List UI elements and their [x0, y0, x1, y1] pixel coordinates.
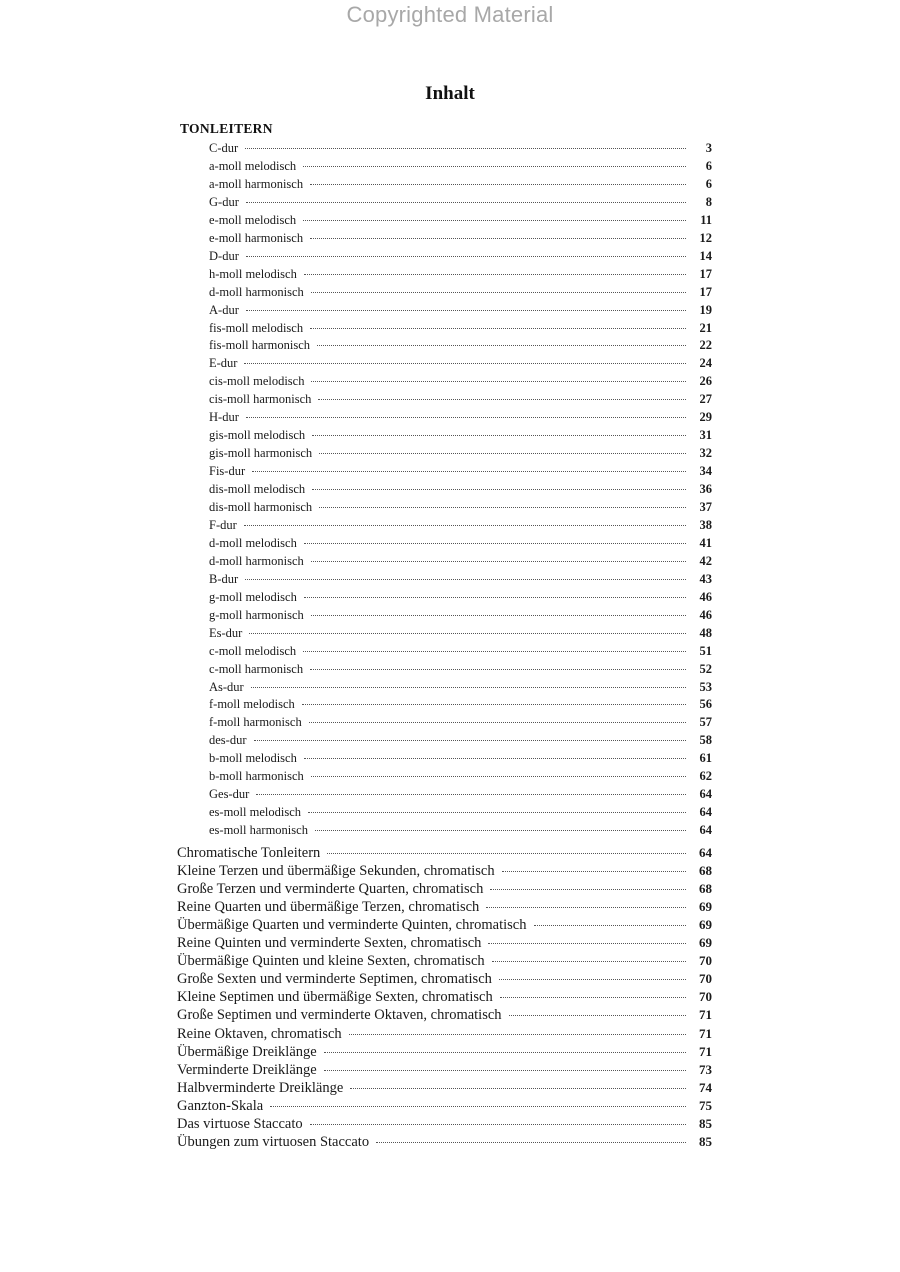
dot-leader: [312, 435, 686, 436]
toc-entry-label: Große Septimen und verminderte Oktaven, chromatisch: [177, 1007, 502, 1023]
dot-leader: [310, 238, 686, 239]
dot-leader: [486, 907, 686, 908]
toc-scale-entry: [209, 285, 712, 303]
toc-entry-label: Große Terzen und verminderte Quarten, chromatisch: [177, 881, 484, 897]
dot-leader: [246, 202, 686, 203]
dot-leader: [490, 889, 686, 890]
toc-scale-entry: [209, 231, 712, 249]
toc-entry-label: Kleine Septimen und übermäßige Sexten, chromatisch: [177, 989, 493, 1005]
toc-chapter-entry: [177, 1044, 712, 1062]
toc-page-number: 70: [699, 953, 712, 968]
toc-page-number: 43: [699, 572, 712, 586]
dot-leader: [311, 615, 686, 616]
toc-entry-label: E-dur: [209, 356, 238, 370]
dot-leader: [376, 1142, 686, 1143]
page-title: Inhalt: [425, 83, 475, 104]
toc-entry-label: F-dur: [209, 518, 237, 532]
dot-leader: [310, 184, 686, 185]
toc-scale-entry: [209, 644, 712, 662]
toc-scale-entry: [209, 733, 712, 751]
dot-leader: [310, 328, 686, 329]
dot-leader: [502, 871, 686, 872]
dot-leader: [303, 220, 686, 221]
toc-scale-entry: [209, 572, 712, 590]
toc-page-number: 8: [705, 195, 712, 209]
dot-leader: [310, 669, 686, 670]
toc-entry-label: Es-dur: [209, 626, 243, 640]
toc-scale-entry: [209, 769, 712, 787]
toc-scale-entry: [209, 374, 712, 392]
toc-page-number: 6: [705, 159, 712, 173]
toc-page-number: 38: [699, 518, 712, 532]
toc-chapter-entry: [177, 1116, 712, 1134]
toc-entry-label: A-dur: [209, 303, 239, 317]
dot-leader: [245, 148, 686, 149]
toc-entry-label: Große Sexten und verminderte Septimen, chromatisch: [177, 971, 492, 987]
toc-page-number: 34: [699, 464, 712, 478]
dot-leader: [252, 471, 686, 472]
dot-leader: [317, 345, 686, 346]
toc-chapter-entry: [177, 1080, 712, 1098]
toc-entry-label: dis-moll melodisch: [209, 482, 306, 496]
toc-page-number: 85: [699, 1116, 712, 1131]
dot-leader: [311, 292, 686, 293]
toc-entry-label: As-dur: [209, 680, 244, 694]
dot-leader: [534, 925, 687, 926]
toc-entry-label: Reine Quarten und übermäßige Terzen, chromatisch: [177, 899, 480, 915]
toc-scale-entry: [209, 267, 712, 285]
dot-leader: [318, 399, 686, 400]
dot-leader: [304, 274, 686, 275]
toc-page-number: 71: [699, 1044, 712, 1059]
toc-entry-label: f-moll harmonisch: [209, 715, 302, 729]
toc-page-number: 42: [699, 554, 712, 568]
dot-leader: [309, 722, 686, 723]
dot-leader: [324, 1070, 686, 1071]
dot-leader: [311, 381, 686, 382]
toc-scale-entry: [209, 662, 712, 680]
toc-chapter-entry: [177, 881, 712, 899]
toc-page-number: 64: [699, 845, 712, 860]
dot-leader: [499, 979, 686, 980]
toc-entry-label: fis-moll harmonisch: [209, 338, 311, 352]
dot-leader: [312, 489, 686, 490]
toc-page-number: 57: [699, 715, 712, 729]
toc-scale-entry: [209, 554, 712, 572]
toc-entry-label: e-moll harmonisch: [209, 231, 304, 245]
toc-chapter-entry: [177, 845, 712, 863]
toc-page-number: 27: [699, 392, 712, 406]
toc-entry-label: Übermäßige Dreiklänge: [177, 1044, 317, 1060]
dot-leader: [304, 758, 686, 759]
toc-page-number: 62: [699, 769, 712, 783]
toc-page-number: 21: [699, 321, 712, 335]
toc-entry-label: f-moll melodisch: [209, 697, 295, 711]
toc-chapter-entry: [177, 1007, 712, 1025]
dot-leader: [270, 1106, 686, 1107]
dot-leader: [244, 525, 686, 526]
toc-scale-entry: [209, 536, 712, 554]
toc-scale-entry: [209, 590, 712, 608]
toc-chapter-entry: [177, 863, 712, 881]
dot-leader: [349, 1034, 686, 1035]
toc-entry-label: Reine Oktaven, chromatisch: [177, 1026, 342, 1042]
toc-page-number: 71: [699, 1007, 712, 1022]
toc-scale-entry: [209, 177, 712, 195]
toc-page-number: 41: [699, 536, 712, 550]
toc-page-number: 3: [705, 141, 712, 155]
toc-page-number: 64: [699, 787, 712, 801]
toc-scale-entry: [209, 303, 712, 321]
toc-scale-entry: [209, 249, 712, 267]
toc-entry-label: B-dur: [209, 572, 239, 586]
toc-chapter-entry: [177, 1026, 712, 1044]
toc-entry-label: c-moll melodisch: [209, 644, 297, 658]
dot-leader: [311, 776, 686, 777]
dot-leader: [310, 1124, 686, 1125]
toc-scale-entry: [209, 213, 712, 231]
toc-page-number: 71: [699, 1026, 712, 1041]
toc-entry-label: es-moll harmonisch: [209, 823, 308, 837]
dot-leader: [246, 256, 686, 257]
toc-scale-entry: [209, 823, 712, 841]
toc-page-number: 11: [700, 213, 712, 227]
dot-leader: [509, 1015, 686, 1016]
toc-page-number: 32: [699, 446, 712, 460]
toc-page-number: 70: [699, 971, 712, 986]
toc-page-number: 29: [699, 410, 712, 424]
dot-leader: [302, 704, 686, 705]
toc-entry-label: dis-moll harmonisch: [209, 500, 313, 514]
toc-entry-label: a-moll melodisch: [209, 159, 297, 173]
dot-leader: [245, 579, 686, 580]
toc-page-number: 68: [699, 863, 712, 878]
toc-entry-label: a-moll harmonisch: [209, 177, 304, 191]
toc-entry-label: G-dur: [209, 195, 239, 209]
toc-entry-label: H-dur: [209, 410, 239, 424]
toc-scale-entry: [209, 392, 712, 410]
toc-entry-label: gis-moll melodisch: [209, 428, 306, 442]
toc-chapter-entry: [177, 953, 712, 971]
toc-entry-label: g-moll melodisch: [209, 590, 297, 604]
toc-entry-label: Verminderte Dreiklänge: [177, 1062, 317, 1078]
toc-entry-label: gis-moll harmonisch: [209, 446, 313, 460]
toc-page-number: 64: [699, 805, 712, 819]
toc-scale-entry: [209, 141, 712, 159]
dot-leader: [315, 830, 686, 831]
dot-leader: [254, 740, 687, 741]
toc-page-number: 53: [699, 680, 712, 694]
toc-entry-label: cis-moll melodisch: [209, 374, 305, 388]
toc-page-number: 69: [699, 917, 712, 932]
toc-page-number: 69: [699, 899, 712, 914]
toc-scale-entry: [209, 787, 712, 805]
dot-leader: [304, 597, 686, 598]
toc-scale-entry: [209, 195, 712, 213]
toc-scale-entry: [209, 321, 712, 339]
toc-page-number: 61: [699, 751, 712, 765]
toc-chapter-entry: [177, 917, 712, 935]
toc-entry-label: Fis-dur: [209, 464, 246, 478]
toc-page-number: 46: [699, 608, 712, 622]
toc-scale-entry: [209, 482, 712, 500]
toc-scale-entry: [209, 500, 712, 518]
dot-leader: [311, 561, 686, 562]
toc-chapter-entry: [177, 989, 712, 1007]
dot-leader: [308, 812, 686, 813]
toc-entry-label: fis-moll melodisch: [209, 321, 304, 335]
dot-leader: [303, 651, 686, 652]
toc-entry-label: C-dur: [209, 141, 239, 155]
toc-entry-label: c-moll harmonisch: [209, 662, 304, 676]
toc-scale-entry: [209, 697, 712, 715]
dot-leader: [251, 687, 686, 688]
toc-page-number: 73: [699, 1062, 712, 1077]
toc-scale-entry: [209, 338, 712, 356]
toc-entry-label: d-moll harmonisch: [209, 285, 304, 299]
toc-entry-label: b-moll melodisch: [209, 751, 297, 765]
dot-leader: [500, 997, 686, 998]
toc-entry-label: Chromatische Tonleitern: [177, 845, 321, 861]
toc-entry-label: Reine Quinten und verminderte Sexten, chromatisch: [177, 935, 482, 951]
dot-leader: [319, 453, 686, 454]
toc-entry-label: es-moll melodisch: [209, 805, 301, 819]
toc-scale-entry: [209, 356, 712, 374]
toc-page-number: 22: [699, 338, 712, 352]
toc-page-number: 26: [699, 374, 712, 388]
toc-page-number: 37: [699, 500, 712, 514]
toc-scale-entry: [209, 159, 712, 177]
toc-chapter-entry: [177, 899, 712, 917]
toc-page-number: 17: [699, 285, 712, 299]
toc-scale-entry: [209, 715, 712, 733]
toc-page-number: 14: [699, 249, 712, 263]
toc-page-number: 31: [699, 428, 712, 442]
toc-page-number: 52: [699, 662, 712, 676]
toc-entry-label: Das virtuose Staccato: [177, 1116, 303, 1132]
toc-scale-entry: [209, 464, 712, 482]
dot-leader: [246, 310, 686, 311]
toc-page-number: 74: [699, 1080, 712, 1095]
toc-page-number: 19: [699, 303, 712, 317]
toc-page-number: 6: [705, 177, 712, 191]
toc-entry-label: Übermäßige Quinten und kleine Sexten, chromatisch: [177, 953, 485, 969]
toc-entry-label: e-moll melodisch: [209, 213, 297, 227]
toc-entry-label: Ganzton-Skala: [177, 1098, 264, 1114]
toc-page-number: 64: [699, 823, 712, 837]
toc-entry-label: d-moll harmonisch: [209, 554, 304, 568]
dot-leader: [256, 794, 686, 795]
dot-leader: [492, 961, 686, 962]
toc-scale-entry: [209, 428, 712, 446]
toc-scale-entry: [209, 680, 712, 698]
toc-scale-entry: [209, 751, 712, 769]
toc-chapter-entry: [177, 971, 712, 989]
dot-leader: [327, 853, 686, 854]
dot-leader: [488, 943, 686, 944]
toc-page-number: 46: [699, 590, 712, 604]
dot-leader: [304, 543, 686, 544]
toc-page-number: 68: [699, 881, 712, 896]
toc-entry-label: d-moll melodisch: [209, 536, 297, 550]
toc-entry-label: Übermäßige Quarten und verminderte Quinten, chromatisch: [177, 917, 527, 933]
toc-chapter-entry: [177, 1134, 712, 1152]
section-heading: TONLEITERN: [180, 121, 273, 136]
toc-scale-entry: [209, 518, 712, 536]
toc-entry-label: cis-moll harmonisch: [209, 392, 312, 406]
toc-page-number: 85: [699, 1134, 712, 1149]
toc-chapter-entry: [177, 1098, 712, 1116]
toc-page-number: 36: [699, 482, 712, 496]
toc-page-number: 51: [699, 644, 712, 658]
dot-leader: [350, 1088, 686, 1089]
toc-entry-label: Halbverminderte Dreiklänge: [177, 1080, 344, 1096]
toc-page-number: 69: [699, 935, 712, 950]
toc-page-number: 24: [699, 356, 712, 370]
dot-leader: [319, 507, 686, 508]
toc-page-number: 70: [699, 989, 712, 1004]
toc-entry-label: b-moll harmonisch: [209, 769, 304, 783]
toc-entry-label: D-dur: [209, 249, 239, 263]
copyright-watermark: Copyrighted Material: [346, 2, 554, 27]
toc-entry-label: Übungen zum virtuosen Staccato: [177, 1134, 370, 1150]
dot-leader: [246, 417, 686, 418]
toc-page-number: 12: [699, 231, 712, 245]
toc-scale-entry: [209, 626, 712, 644]
toc-entry-label: g-moll harmonisch: [209, 608, 304, 622]
toc-chapter-entry: [177, 935, 712, 953]
dot-leader: [249, 633, 686, 634]
toc-entry-label: Ges-dur: [209, 787, 250, 801]
toc-page-number: 56: [699, 697, 712, 711]
toc-entry-label: Kleine Terzen und übermäßige Sekunden, chromatisch: [177, 863, 495, 879]
toc-scale-entry: [209, 410, 712, 428]
toc-page-number: 17: [699, 267, 712, 281]
dot-leader: [244, 363, 686, 364]
dot-leader: [324, 1052, 686, 1053]
toc-scale-entry: [209, 446, 712, 464]
toc-page-number: 58: [699, 733, 712, 747]
toc-page-number: 48: [699, 626, 712, 640]
toc-chapter-entry: [177, 1062, 712, 1080]
toc-scale-entry: [209, 608, 712, 626]
toc-entry-label: h-moll melodisch: [209, 267, 297, 281]
toc-page-number: 75: [699, 1098, 712, 1113]
toc-scale-entry: [209, 805, 712, 823]
dot-leader: [303, 166, 686, 167]
toc-entry-label: des-dur: [209, 733, 247, 747]
